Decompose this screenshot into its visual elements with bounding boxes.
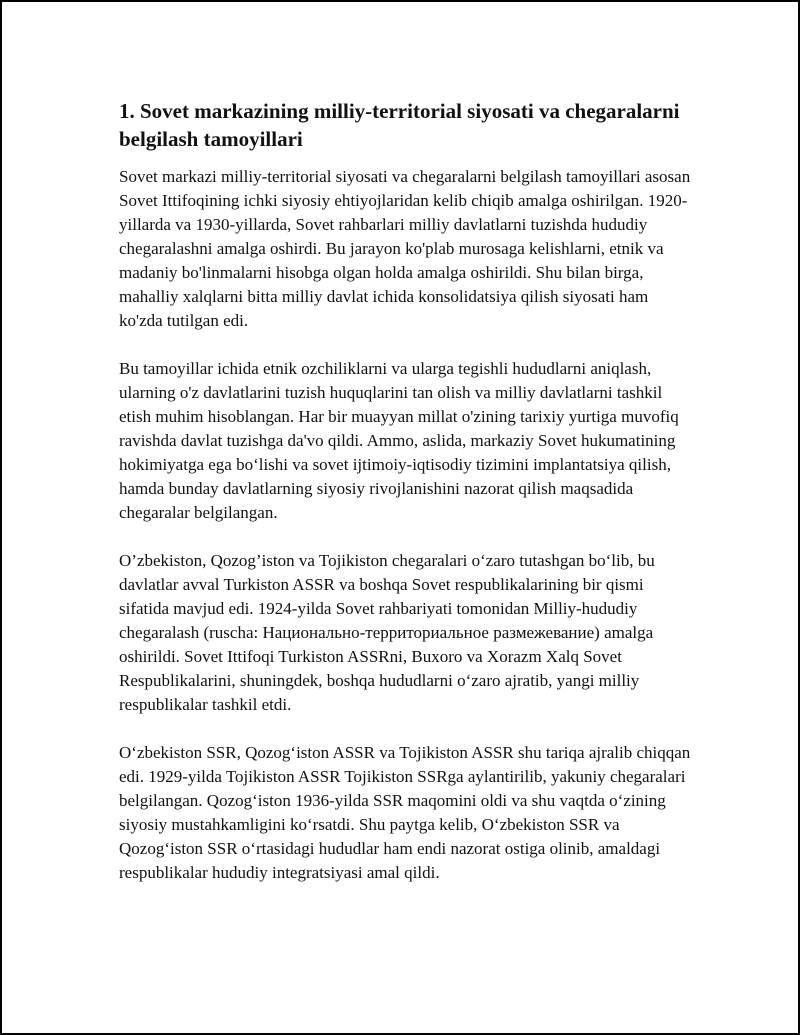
document-body [119,97,694,885]
paragraph-2: Bu tamoyillar ichida etnik ozchiliklarni va ularga tegishli hududlarni aniqlash, ularning o'z davlatlarini tuzish huquqlarini tan olish va milliy davlatlarni tashkil etish muhim hisoblangan. Har bir muayyan millat o'zining tarixiy yurtiga muvofiq ravishda davlat tuzishga da'vo qildi. Ammo, aslida, markaziy Sovet hukumatining hokimiyatga ega bo‘lishi va sovet ijtimoiy-iqtisodiy tizimini implantatsiya qilish, hamda bunday davlatlarning siyosiy rivojlanishini nazorat qilish maqsadida chegaralar belgilangan. [119,359,679,522]
section-heading: 1. Sovet markazining milliy-territorial siyosati va chegaralarni belgilash tamoyillari [119,99,680,151]
paragraph-4: O‘zbekiston SSR, Qozog‘iston ASSR va Tojikiston ASSR shu tariqa ajralib chiqqan edi. 1929-yilda Tojikiston ASSR Tojikiston SSRga aylantirilib, yakuniy chegaralari belgilangan. Qozog‘iston 1936-yilda SSR maqomini oldi va shu vaqtda o‘zining siyosiy mustahkamligini ko‘rsatdi. Shu paytga kelib, O‘zbekiston SSR va Qozog‘iston SSR o‘rtasidagi hududlar ham endi nazorat ostiga olinib, amaldagi respublikalar hududiy integratsiyasi amal qildi. [119,743,691,882]
paragraph-1: Sovet markazi milliy-territorial siyosati va chegaralarni belgilash tamoyillari asosan Sovet Ittifoqining ichki siyosiy ehtiyojlaridan kelib chiqib amalga oshirilgan. 1920-yillarda va 1930-yillarda, Sovet rahbarlari milliy davlatlarni tuzishda hududiy chegaralashni amalga oshirdi. Bu jarayon ko'plab murosaga kelishlarni, etnik va madaniy bo'linmalarni hisobga olgan holda amalga oshirildi. Shu bilan birga, mahalliy xalqlarni bitta milliy davlat ichida konsolidatsiya qilish siyosati ham ko'zda tutilgan edi. [119,167,691,330]
paragraph-3: O’zbekiston, Qozog’iston va Tojikiston chegaralari o‘zaro tutashgan bo‘lib, bu davlatlar avval Turkiston ASSR va boshqa Sovet respublikalarining bir qismi sifatida mavjud edi. 1924-yilda Sovet rahbariyati tomonidan Milliy-hududiy chegaralash (ruscha: Национально-территориальное размежевание) amalga oshirildi. Sovet Ittifoqi Turkiston ASSRni, Buxoro va Xorazm Xalq Sovet Respublikalarini, shuningdek, boshqa hududlarni o‘zaro ajratib, yangi milliy respublikalar tashkil etdi. [119,551,655,714]
